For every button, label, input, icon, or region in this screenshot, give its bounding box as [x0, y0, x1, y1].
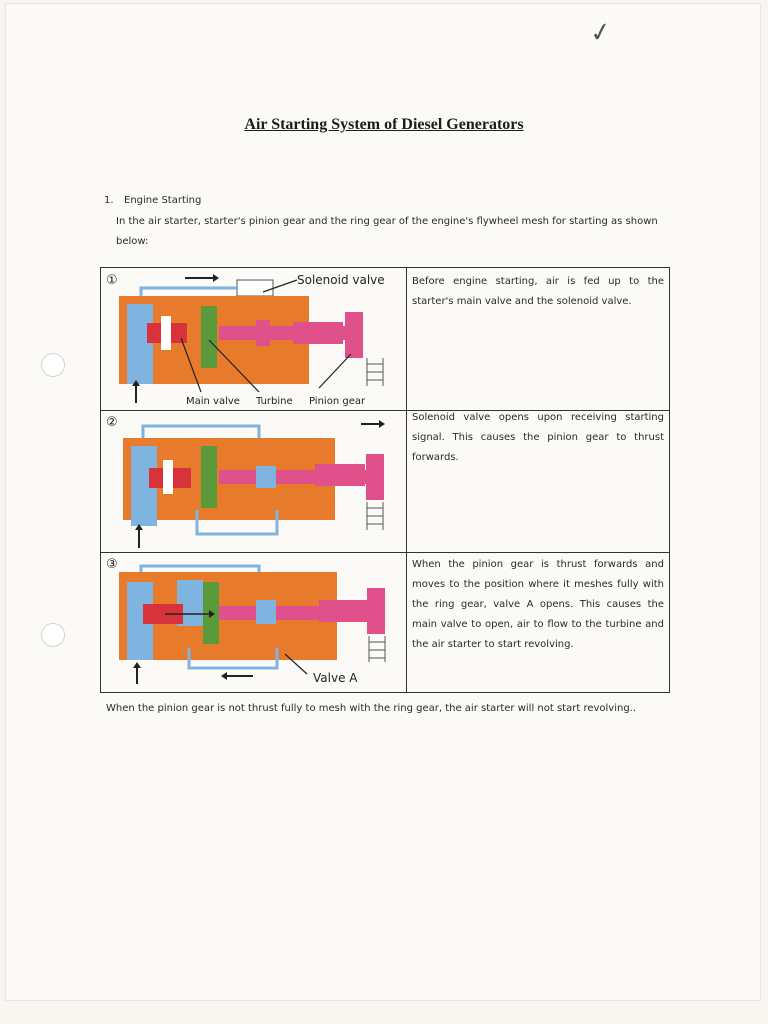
step-3-text: When the pinion gear is thrust forwards and moves to the position where it meshes fully with the ring gear, valve A opens. This causes the main valve to open, air to flow to the turbine and the air starter to start revolving. — [412, 559, 664, 650]
steps-table — [100, 267, 670, 693]
punch-hole-top — [41, 353, 65, 377]
pinion-gear — [345, 312, 363, 358]
return-arrow-head — [221, 672, 227, 680]
step-2-text: Solenoid valve opens upon receiving starting signal. This causes the pinion gear to thrust forwards. — [412, 412, 664, 463]
step-2-diagram — [101, 410, 406, 552]
turbine — [201, 306, 217, 368]
valve-a-label: Valve A — [313, 671, 358, 685]
valve-gap — [163, 460, 173, 494]
section-title: Engine Starting — [124, 195, 202, 206]
valve-a — [256, 466, 276, 488]
thrust-arrow-head — [379, 420, 385, 428]
punch-hole-bottom — [41, 623, 65, 647]
main-valve-label: Main valve — [186, 396, 240, 407]
document-title: Air Starting System of Diesel Generators — [244, 116, 524, 133]
pinion-gear-label: Pinion gear — [309, 396, 366, 407]
section-number: 1. — [104, 195, 114, 206]
valve-gap — [161, 316, 171, 350]
leader-line — [319, 354, 351, 388]
air-pipe — [143, 426, 259, 440]
step-1-text: Before engine starting, air is fed up to the starter's main valve and the solenoid valve. — [412, 276, 664, 307]
pinion-body — [319, 600, 367, 622]
step-1-marker: ① — [106, 273, 118, 288]
turbine-label: Turbine — [256, 396, 293, 407]
pinion-body — [315, 464, 365, 486]
pinion-gear — [367, 588, 385, 634]
air-inlet-arrow-head — [133, 662, 141, 668]
ring-gear — [367, 502, 383, 530]
check-mark: ✓ — [587, 16, 615, 50]
turbine — [201, 446, 217, 508]
step-1-diagram — [101, 268, 406, 410]
air-chamber — [127, 304, 153, 384]
flow-arrow-head — [213, 274, 219, 282]
valve-a — [256, 600, 276, 624]
solenoid-valve-label: Solenoid valve — [297, 273, 385, 287]
pinion-collar — [256, 320, 270, 346]
intro-paragraph: In the air starter, starter's pinion gear and the ring gear of the engine's flywheel mesh for starting as shown below: — [116, 216, 658, 247]
pinion-gear — [366, 454, 384, 500]
step-3-marker: ③ — [106, 557, 118, 572]
pinion-body — [293, 322, 343, 344]
section-heading — [104, 195, 201, 206]
ring-gear — [369, 636, 385, 662]
footer-note: When the pinion gear is not thrust fully to mesh with the ring gear, the air starter will not start revolving.. — [106, 703, 637, 714]
ring-gear — [367, 358, 383, 386]
step-2-marker: ② — [106, 415, 118, 430]
solenoid-valve — [237, 280, 273, 296]
step-3-diagram — [101, 552, 406, 694]
table-column-divider — [406, 268, 407, 692]
